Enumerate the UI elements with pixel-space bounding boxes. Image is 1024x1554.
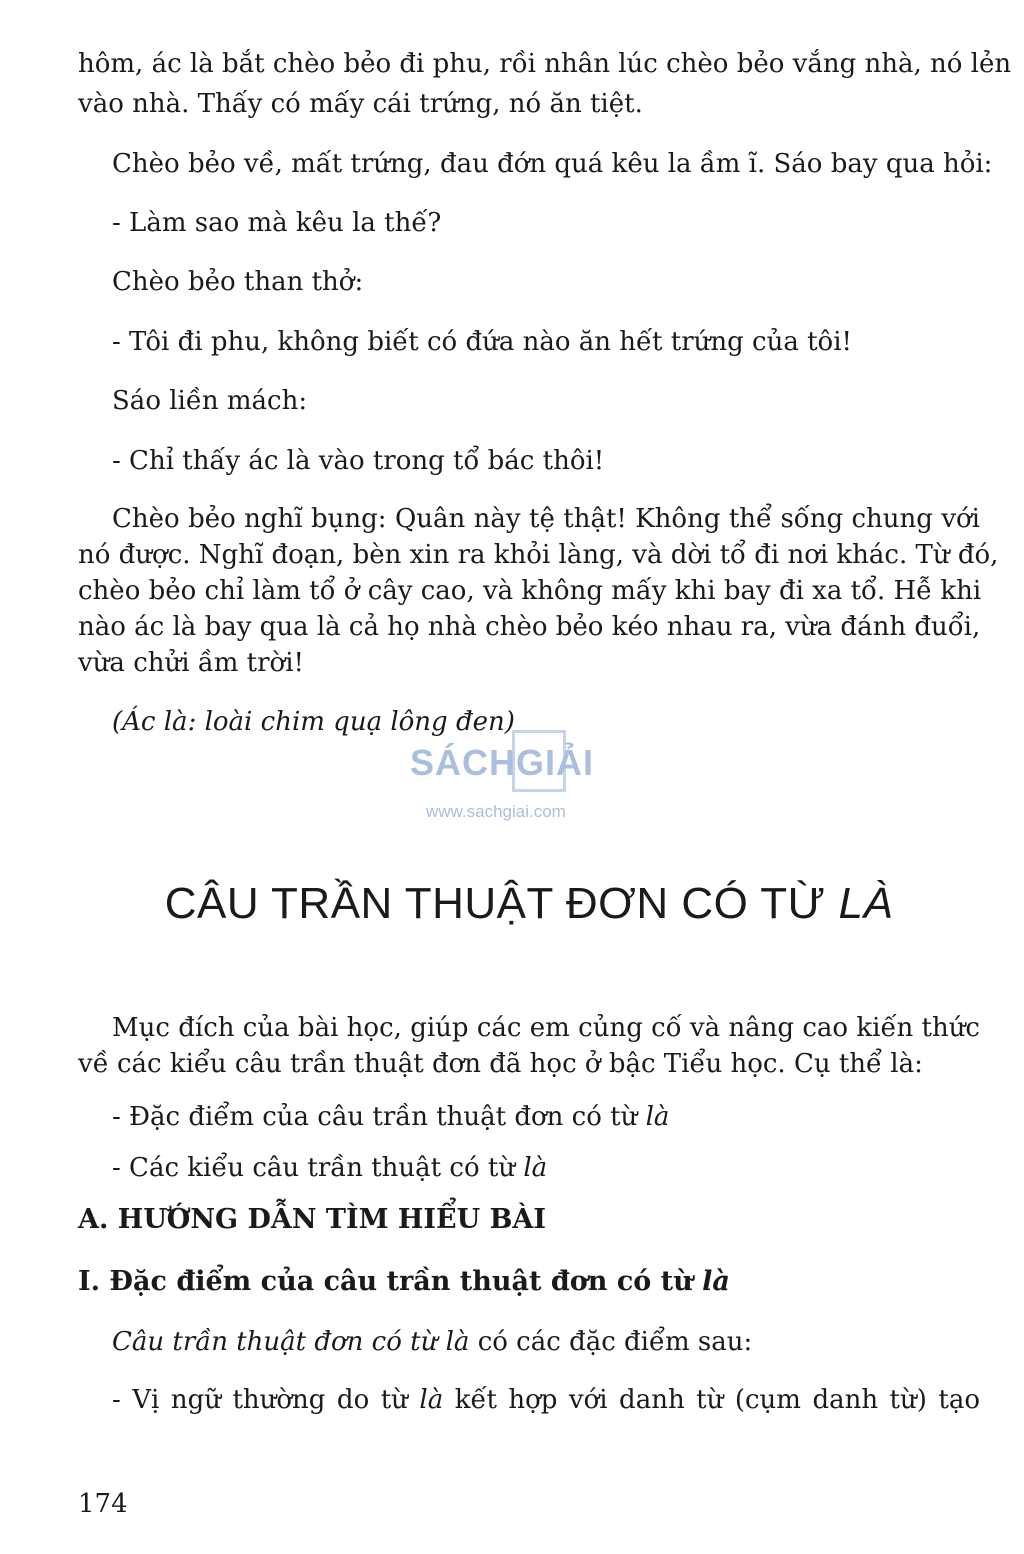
section-i-italic: là (702, 1266, 730, 1297)
page-number: 174 (78, 1489, 128, 1519)
story-paragraph-5-line-3: chèo bẻo chỉ làm tổ ở cây cao, và không mấy khi bay đi xa tổ. Hễ khi (78, 576, 982, 606)
section-i-heading (78, 1264, 730, 1300)
watermark-url: www.sachgiai.com (426, 802, 566, 821)
story-line-1: hôm, ác là bắt chèo bẻo đi phu, rồi nhân lúc chèo bẻo vắng nhà, nó lẻn (78, 49, 1012, 79)
lesson-title (78, 876, 980, 932)
point-1 (112, 1382, 980, 1418)
dialog-line-1: - Làm sao mà kêu la thế? (112, 208, 442, 238)
bullet-1-italic: là (645, 1102, 670, 1132)
intro-line-1: Mục đích của bài học, giúp các em củng cố và nâng cao kiến thức (112, 1013, 980, 1043)
dialog-line-2: - Tôi đi phu, không biết có đứa nào ăn hết trứng của tôi! (112, 327, 852, 357)
story-paragraph-5-line-1: Chèo bẻo nghĩ bụng: Quân này tệ thật! Không thể sống chung với (112, 504, 980, 534)
bullet-1-text: - Đặc điểm của câu trần thuật đơn có từ (112, 1102, 646, 1132)
characteristics-text: có các đặc điểm sau: (469, 1327, 753, 1357)
point-1-italic: là (419, 1385, 444, 1415)
story-paragraph-4: Sáo liền mách: (112, 386, 308, 416)
story-paragraph-5-line-4: nào ác là bay qua là cả họ nhà chèo bẻo kéo nhau ra, vừa đánh đuổi, (78, 612, 981, 642)
characteristics-italic: Câu trần thuật đơn có từ là (112, 1327, 470, 1357)
story-paragraph-5-line-2: nó được. Nghĩ đoạn, bèn xin ra khỏi làng, và dời tổ đi nơi khác. Từ đó, (78, 540, 999, 570)
story-line-2: vào nhà. Thấy có mấy cái trứng, nó ăn tiệt. (78, 89, 643, 119)
watermark (410, 728, 615, 828)
section-a-heading: A. HƯỚNG DẪN TÌM HIỂU BÀI (78, 1204, 546, 1235)
intro-line-2: về các kiểu câu trần thuật đơn đã học ở bậc Tiểu học. Cụ thể là: (78, 1049, 923, 1079)
bullet-1 (112, 1099, 669, 1135)
bullet-2-italic: là (523, 1153, 548, 1183)
bullet-2-text: - Các kiểu câu trần thuật có từ (112, 1153, 524, 1183)
lesson-title-italic: LÀ (838, 879, 894, 928)
point-1-text-b: kết hợp với danh từ (cụm danh từ) tạo (443, 1385, 980, 1415)
section-i-text: I. Đặc điểm của câu trần thuật đơn có từ (78, 1266, 703, 1297)
bullet-2 (112, 1150, 547, 1186)
watermark-logo: SÁCHGIẢI (410, 742, 595, 783)
point-1-text-a: - Vị ngữ thường do từ (112, 1385, 420, 1415)
story-note: (Ác là: loài chim quạ lông đen) (112, 707, 515, 737)
characteristics-intro (112, 1324, 752, 1360)
story-paragraph-5-line-5: vừa chửi ầm trời! (78, 648, 304, 678)
lesson-title-main: CÂU TRẦN THUẬT ĐƠN CÓ TỪ (164, 879, 839, 928)
story-paragraph-3: Chèo bẻo than thở: (112, 267, 364, 297)
story-paragraph-2: Chèo bẻo về, mất trứng, đau đớn quá kêu la ầm ĩ. Sáo bay qua hỏi: (112, 149, 993, 179)
dialog-line-3: - Chỉ thấy ác là vào trong tổ bác thôi! (112, 446, 605, 476)
